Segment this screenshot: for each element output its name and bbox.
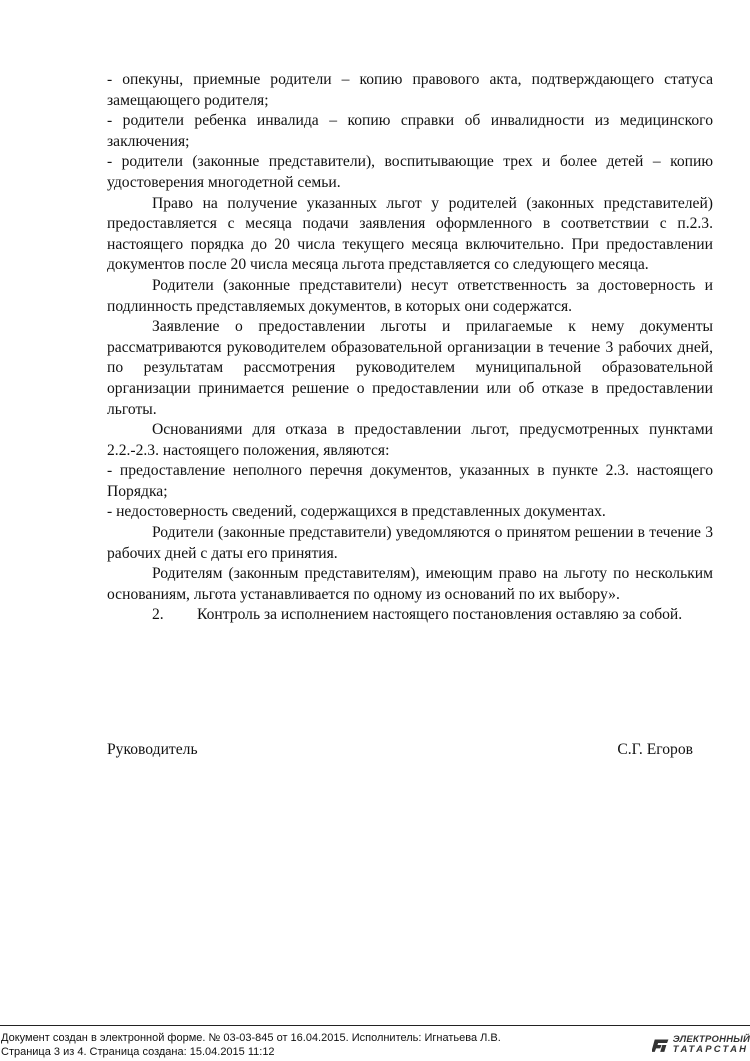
paragraph-responsibility: Родители (законные представители) несут ответственность за достоверность и подлинность представляемых документов, в которых они содержатся.	[107, 276, 713, 315]
paragraph-incomplete-documents: - предоставление неполного перечня документов, указанных в пункте 2.3. настоящего Порядка;	[107, 462, 713, 500]
signature-title: Руководитель	[107, 741, 198, 758]
logo-line-2: ТАТАРСТАН	[672, 1044, 749, 1055]
signature-name: С.Г. Егоров	[617, 741, 693, 758]
paragraph-large-family-parents: - родители (законные представители), воспитывающие трех и более детей – копию удостоверения многодетной семьи.	[107, 153, 713, 191]
paragraph-guardians: - опекуны, приемные родители – копию правового акта, подтверждающего статуса замещающего родителя;	[107, 71, 713, 109]
paragraph-multiple-grounds: Родителям (законным представителям), имеющим право на льготу по нескольким основаниям, льгота устанавливается по одному из оснований по их выбору».	[107, 565, 713, 603]
paragraph-unreliable-info: - недостоверность сведений, содержащихся в представленных документах.	[107, 503, 606, 521]
footer-divider	[0, 1025, 750, 1026]
paragraph-notification: Родители (законные представители) уведомляются о принятом решении в течение 3 рабочих дней с даты его принятия.	[107, 524, 713, 562]
paragraph-disabled-child-parents: - родители ребенка инвалида – копию справки об инвалидности из медицинского заключения;	[107, 112, 713, 150]
numbered-item-2	[107, 605, 713, 626]
electronic-tatarstan-logo-icon	[652, 1035, 670, 1055]
paragraph-refusal-grounds: Основаниями для отказа в предоставлении льгот, предусмотренных пунктами 2.2.-2.3. настоящего положения, являются:	[107, 421, 713, 459]
paragraph-application-review: Заявление о предоставлении льготы и прилагаемые к нему документы рассматриваются руководителем образовательной организации в течение 3 рабочих дней, по результатам рассмотрения руководителем муниципальной образовательной организации принимается решение о предоставлении или об отказе в предоставлении льготы.	[107, 318, 713, 418]
item-number: 2.	[152, 606, 164, 624]
paragraph-benefit-right: Право на получение указанных льгот у родителей (законных представителей) предоставляется с месяца подачи заявления оформленного в соответствии с п.2.3. настоящего порядка до 20 числа текущего месяца включительно. При предоставлении документов после 20 числа месяца льгота представляется со следующего месяца.	[107, 194, 713, 274]
electronic-tatarstan-logo	[652, 1033, 750, 1057]
item-text: Контроль за исполнением настоящего постановления оставляю за собой.	[197, 606, 683, 624]
signature-block	[107, 741, 693, 759]
footer-line-2: Страница 3 из 4. Страница создана: 15.04.2015 11:12	[1, 1046, 275, 1058]
footer-info	[1, 1031, 501, 1059]
document-body	[107, 70, 713, 626]
logo-line-1: ЭЛЕКТРОННЫЙ	[672, 1034, 750, 1045]
footer-line-1: Документ создан в электронной форме. № 03-03-845 от 16.04.2015. Исполнитель: Игнатьева Л.В.	[1, 1032, 501, 1044]
